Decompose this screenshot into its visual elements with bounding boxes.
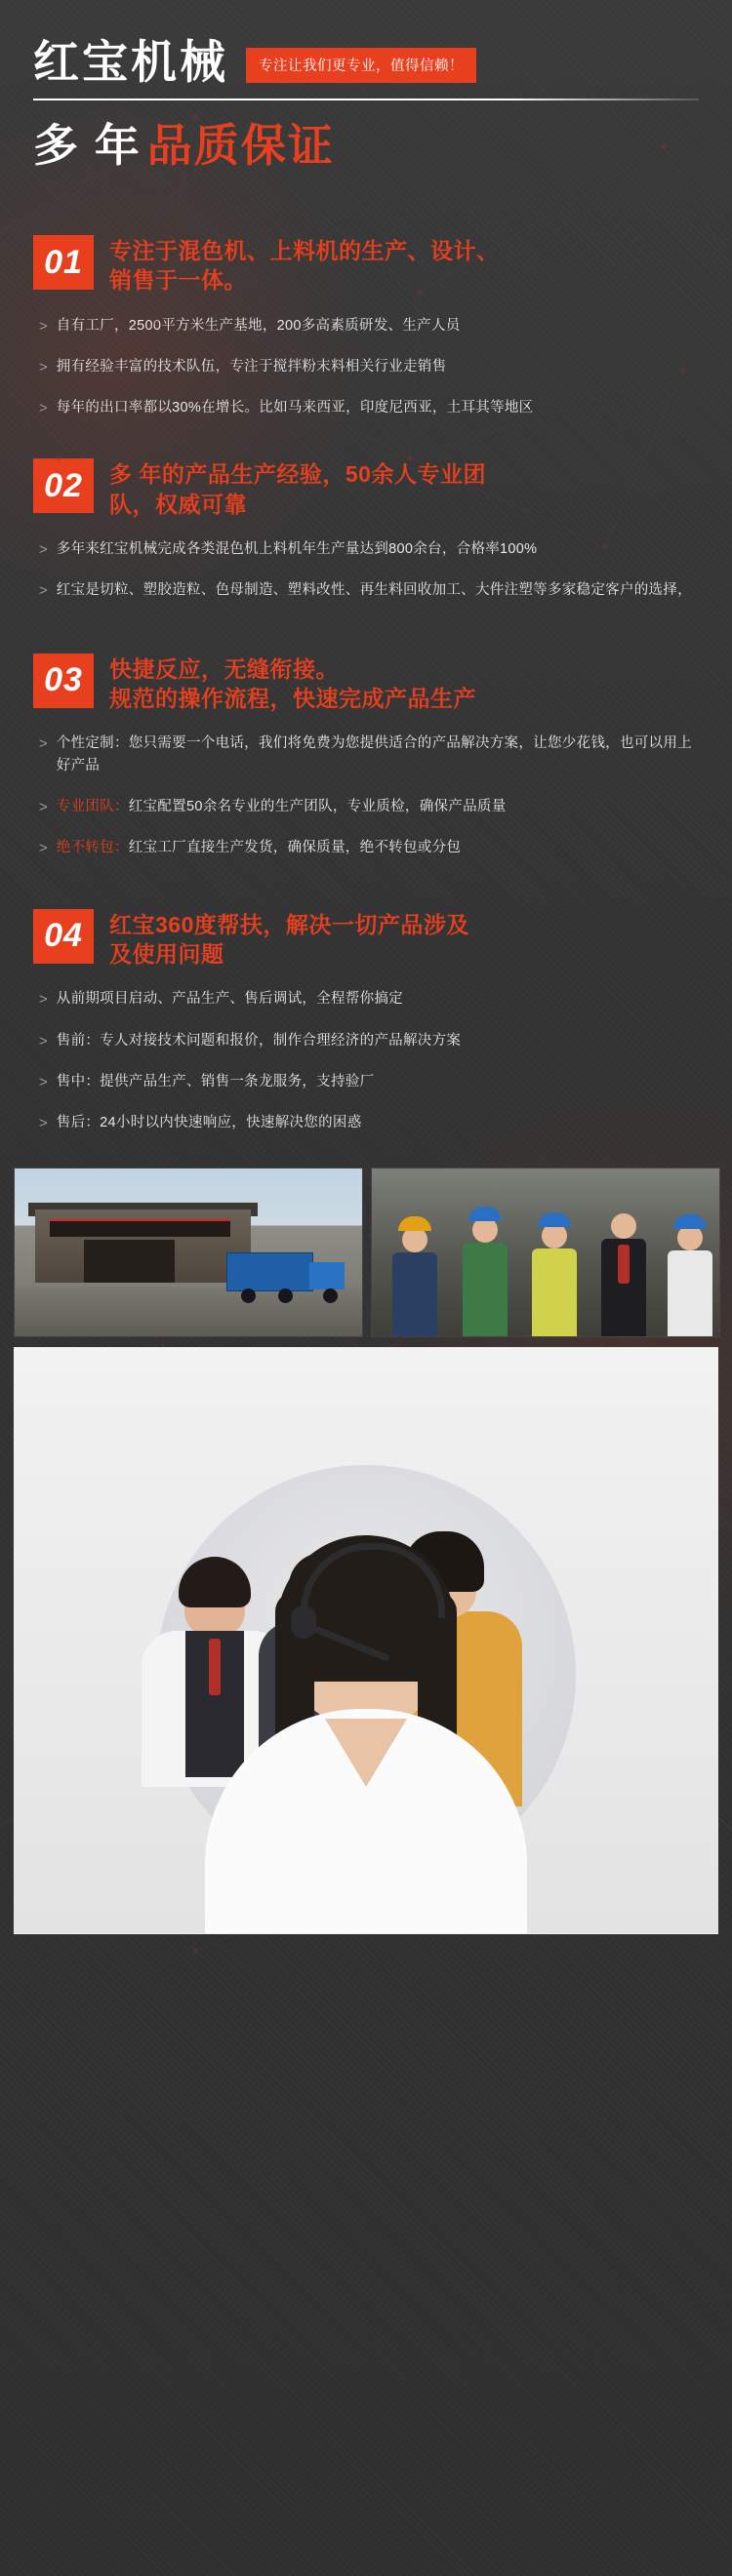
safety-helmet-icon bbox=[538, 1212, 571, 1227]
team-scene bbox=[372, 1169, 719, 1336]
bullet-text: 个性定制：您只需要一个电话，我们将免费为您提供适合的产品解决方案，让您少花钱，也可以用上好产品 bbox=[56, 735, 692, 774]
truck-wheel bbox=[241, 1288, 256, 1303]
worker bbox=[668, 1214, 712, 1336]
manager bbox=[601, 1213, 646, 1336]
bullet-text: 多年来红宝机械完成各类混色机上料机年生产量达到800余台，合格率100% bbox=[56, 541, 538, 558]
section-04-number: 04 bbox=[33, 909, 94, 964]
section-02-title-line2: 队，权威可靠 bbox=[109, 491, 247, 517]
worker bbox=[392, 1216, 437, 1336]
header-subtitle-white: 多 年 bbox=[33, 120, 142, 171]
list-item bbox=[39, 837, 699, 859]
brand-title: 红宝机械 bbox=[33, 36, 228, 88]
section-01-title-line2: 销售于一体。 bbox=[109, 267, 247, 294]
list-item bbox=[39, 1071, 699, 1093]
agent-neckline bbox=[325, 1719, 407, 1787]
photo-row bbox=[0, 1168, 732, 1337]
section-04-title-line1: 红宝360度帮扶，解决一切产品涉及 bbox=[109, 911, 469, 937]
team-photo bbox=[371, 1168, 720, 1337]
necktie bbox=[618, 1245, 630, 1284]
worker-body bbox=[668, 1250, 712, 1336]
bullet-marker-icon: > bbox=[39, 991, 48, 1009]
list-item bbox=[39, 1030, 699, 1052]
bullet-marker-icon: > bbox=[39, 1032, 48, 1050]
bullet-marker-icon: > bbox=[39, 317, 48, 335]
worker-head bbox=[542, 1223, 567, 1248]
header-subtitle-row bbox=[33, 110, 699, 175]
manager-suit bbox=[601, 1239, 646, 1336]
bullet-text: 红宝是切粒、塑胶造粒、色母制造、塑料改性、再生料回收加工、大件注塑等多家稳定客户的选择， bbox=[56, 582, 692, 599]
section-04-bullets bbox=[33, 988, 699, 1134]
truck-cargo-box bbox=[226, 1252, 313, 1290]
list-item bbox=[39, 796, 699, 818]
list-item bbox=[39, 315, 699, 337]
customer-service-agent bbox=[205, 1549, 527, 1933]
agent-head bbox=[293, 1549, 439, 1724]
section-02-number: 02 bbox=[33, 458, 94, 513]
list-item bbox=[39, 356, 699, 378]
header-subtitle-red: 品质保证 bbox=[146, 120, 335, 171]
bullet-lead: 绝不转包： bbox=[56, 840, 129, 856]
safety-helmet-icon bbox=[468, 1207, 502, 1221]
bullet-text: 售前：专人对接技术问题和报价，制作合理经济的产品解决方案 bbox=[56, 1032, 462, 1049]
section-04 bbox=[0, 909, 732, 1135]
worker-head bbox=[677, 1225, 703, 1250]
bullet-text: 拥有经验丰富的技术队伍，专注于搅拌粉末料相关行业走销售 bbox=[56, 358, 447, 375]
section-02-title-line1: 多 年的产品生产经验，50余人专业团 bbox=[109, 461, 486, 488]
list-item bbox=[39, 988, 699, 1011]
section-02-header bbox=[33, 458, 699, 519]
factory-scene bbox=[15, 1169, 362, 1336]
bottom-spacer bbox=[0, 1934, 732, 1952]
bullet-lead: 专业团队： bbox=[56, 799, 129, 815]
section-02-title bbox=[109, 458, 486, 519]
header-top-row bbox=[33, 36, 699, 88]
bullet-text: 售中：提供产品生产、销售一条龙服务，支持验厂 bbox=[56, 1073, 375, 1090]
section-03-number: 03 bbox=[33, 654, 94, 708]
section-04-header bbox=[33, 909, 699, 970]
photo-col-left bbox=[14, 1168, 361, 1337]
headset-earpiece bbox=[291, 1605, 316, 1639]
section-01-header bbox=[33, 235, 699, 296]
section-02 bbox=[0, 458, 732, 602]
header-banner bbox=[0, 0, 732, 196]
bullet-marker-icon: > bbox=[39, 840, 48, 857]
bullet-text bbox=[57, 837, 461, 859]
bullet-marker-icon: > bbox=[39, 541, 48, 559]
bullet-text: 售后：24小时以内快速响应，快速解决您的困惑 bbox=[56, 1115, 362, 1131]
worker-head bbox=[472, 1217, 498, 1243]
section-03-title bbox=[109, 654, 476, 714]
section-04-title-line2: 及使用问题 bbox=[109, 941, 224, 968]
list-item bbox=[39, 733, 699, 777]
bullet-text bbox=[57, 796, 507, 818]
bullet-text: 自有工厂，2500平方米生产基地，200多高素质研发、生产人员 bbox=[56, 317, 461, 334]
safety-helmet-icon bbox=[398, 1216, 431, 1231]
worker-body bbox=[392, 1252, 437, 1336]
truck-wheel bbox=[278, 1288, 293, 1303]
section-04-title bbox=[109, 909, 469, 970]
list-item bbox=[39, 1112, 699, 1134]
bullet-body: 红宝配置50余名专业的生产团队，专业质检，确保产品质量 bbox=[128, 799, 507, 815]
bullet-text: 从前期项目启动、产品生产、售后调试，全程帮你搞定 bbox=[56, 991, 403, 1008]
photo-col-right bbox=[371, 1168, 718, 1337]
bullet-marker-icon: > bbox=[39, 1115, 48, 1132]
header-tagline: 专注让我们更专业，值得信赖！ bbox=[246, 48, 476, 83]
section-03-title-line2: 规范的操作流程，快速完成产品生产 bbox=[109, 686, 476, 712]
list-item bbox=[39, 538, 699, 561]
bullet-marker-icon: > bbox=[39, 358, 48, 376]
section-03 bbox=[0, 654, 732, 860]
section-01-bullets bbox=[33, 315, 699, 420]
header-divider bbox=[33, 99, 699, 100]
bullet-marker-icon: > bbox=[39, 735, 48, 753]
bullet-marker-icon: > bbox=[39, 1073, 48, 1090]
section-03-header bbox=[33, 654, 699, 714]
bullet-marker-icon: > bbox=[39, 582, 48, 600]
delivery-truck bbox=[226, 1252, 345, 1303]
bullet-marker-icon: > bbox=[39, 799, 48, 816]
bullet-text: 每年的出口率都以30%在增长。比如马来西亚，印度尼西亚，土耳其等地区 bbox=[56, 400, 534, 416]
section-03-bullets bbox=[33, 733, 699, 859]
factory-photo bbox=[14, 1168, 363, 1337]
factory-door bbox=[84, 1240, 175, 1284]
customer-service-photo bbox=[14, 1347, 718, 1934]
section-01-title-line1: 专注于混色机、上料机的生产、设计、 bbox=[109, 238, 500, 263]
worker bbox=[532, 1212, 577, 1336]
list-item bbox=[39, 579, 699, 602]
section-01 bbox=[0, 235, 732, 419]
section-02-bullets bbox=[33, 538, 699, 603]
section-01-number: 01 bbox=[33, 235, 94, 290]
worker-body bbox=[463, 1243, 508, 1336]
list-item bbox=[39, 397, 699, 419]
manager-head bbox=[611, 1213, 636, 1239]
worker-body bbox=[532, 1248, 577, 1336]
bullet-marker-icon: > bbox=[39, 400, 48, 417]
worker-head bbox=[402, 1227, 427, 1252]
worker bbox=[463, 1207, 508, 1336]
bullet-body: 红宝工厂直接生产发货，确保质量，绝不转包或分包 bbox=[128, 840, 462, 856]
truck-cab bbox=[309, 1262, 345, 1289]
truck-wheel bbox=[323, 1288, 338, 1303]
factory-sign bbox=[50, 1219, 230, 1236]
safety-helmet-icon bbox=[673, 1214, 707, 1229]
section-03-title-line1: 快捷反应，无缝衔接。 bbox=[109, 655, 339, 682]
section-01-title bbox=[109, 235, 500, 296]
